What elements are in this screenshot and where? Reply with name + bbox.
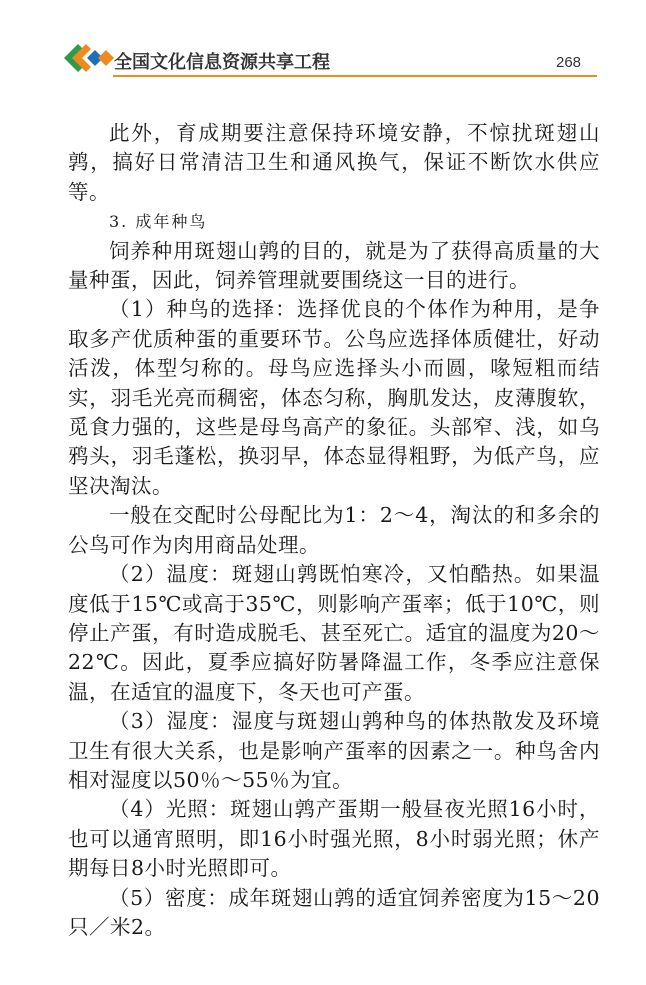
paragraph-selection: （1）种鸟的选择：选择优良的个体作为种用，是争取多产优质种蛋的重要环节。公鸟应选择体质健壮，好动活泼，体型匀称的。母鸟应选择头小而圆，喙短粗而结实，羽毛光亮而稠密，体态匀称，胸肌发达，皮薄腹软，觅食力强的，这些是母鸟高产的象征。头部窄、浅，如乌鸦头，羽毛蓬松，换羽早，体态显得粗野，为低产鸟，应坚决淘汰。 <box>68 297 600 498</box>
paragraph-temperature: （2）温度：斑翅山鹑既怕寒冷，又怕酷热。如果温度低于15℃或高于35℃，则影响产蛋率；低于10℃，则停止产蛋，有时造成脱毛、甚至死亡。适宜的温度为20～22℃。因此，夏季应搞好防暑降温工作，冬季应注意保温，在适宜的温度下，冬天也可产蛋。 <box>68 562 600 704</box>
header-divider <box>113 75 597 77</box>
project-logo-icon <box>62 38 114 78</box>
paragraph-mating-ratio: 一般在交配时公母配比为1：2～4，淘汰的和多余的公鸟可作为肉用商品处理。 <box>68 503 600 557</box>
section-heading-adult-breeders: 3. 成年种鸟 <box>109 212 208 232</box>
paragraph-lighting: （4）光照：斑翅山鹑产蛋期一般昼夜光照16小时，也可以通宵照明，即16小时强光照，8小时弱光照；休产期每日8小时光照即可。 <box>68 797 600 881</box>
header-title: 全国文化信息资源共享工程 <box>114 52 330 73</box>
paragraph-environment: 此外，育成期要注意保持环境安静，不惊扰斑翅山鹑，搞好日常清洁卫生和通风换气，保证不断饮水供应等。 <box>68 121 600 204</box>
paragraph-purpose: 饲养种用斑翅山鹑的目的，就是为了获得高质量的大量种蛋，因此，饲养管理就要围绕这一目的进行。 <box>68 238 600 293</box>
page-header <box>0 0 646 80</box>
page-number: 268 <box>556 54 582 71</box>
paragraph-density: （5）密度：成年斑翅山鹑的适宜饲养密度为15～20只／米2。 <box>68 885 600 939</box>
paragraph-humidity: （3）湿度：湿度与斑翅山鹑种鸟的体热散发及环境卫生有很大关系，也是影响产蛋率的因素之一。种鸟舍内相对湿度以50％～55％为宜。 <box>68 709 600 792</box>
document-body <box>68 119 600 942</box>
